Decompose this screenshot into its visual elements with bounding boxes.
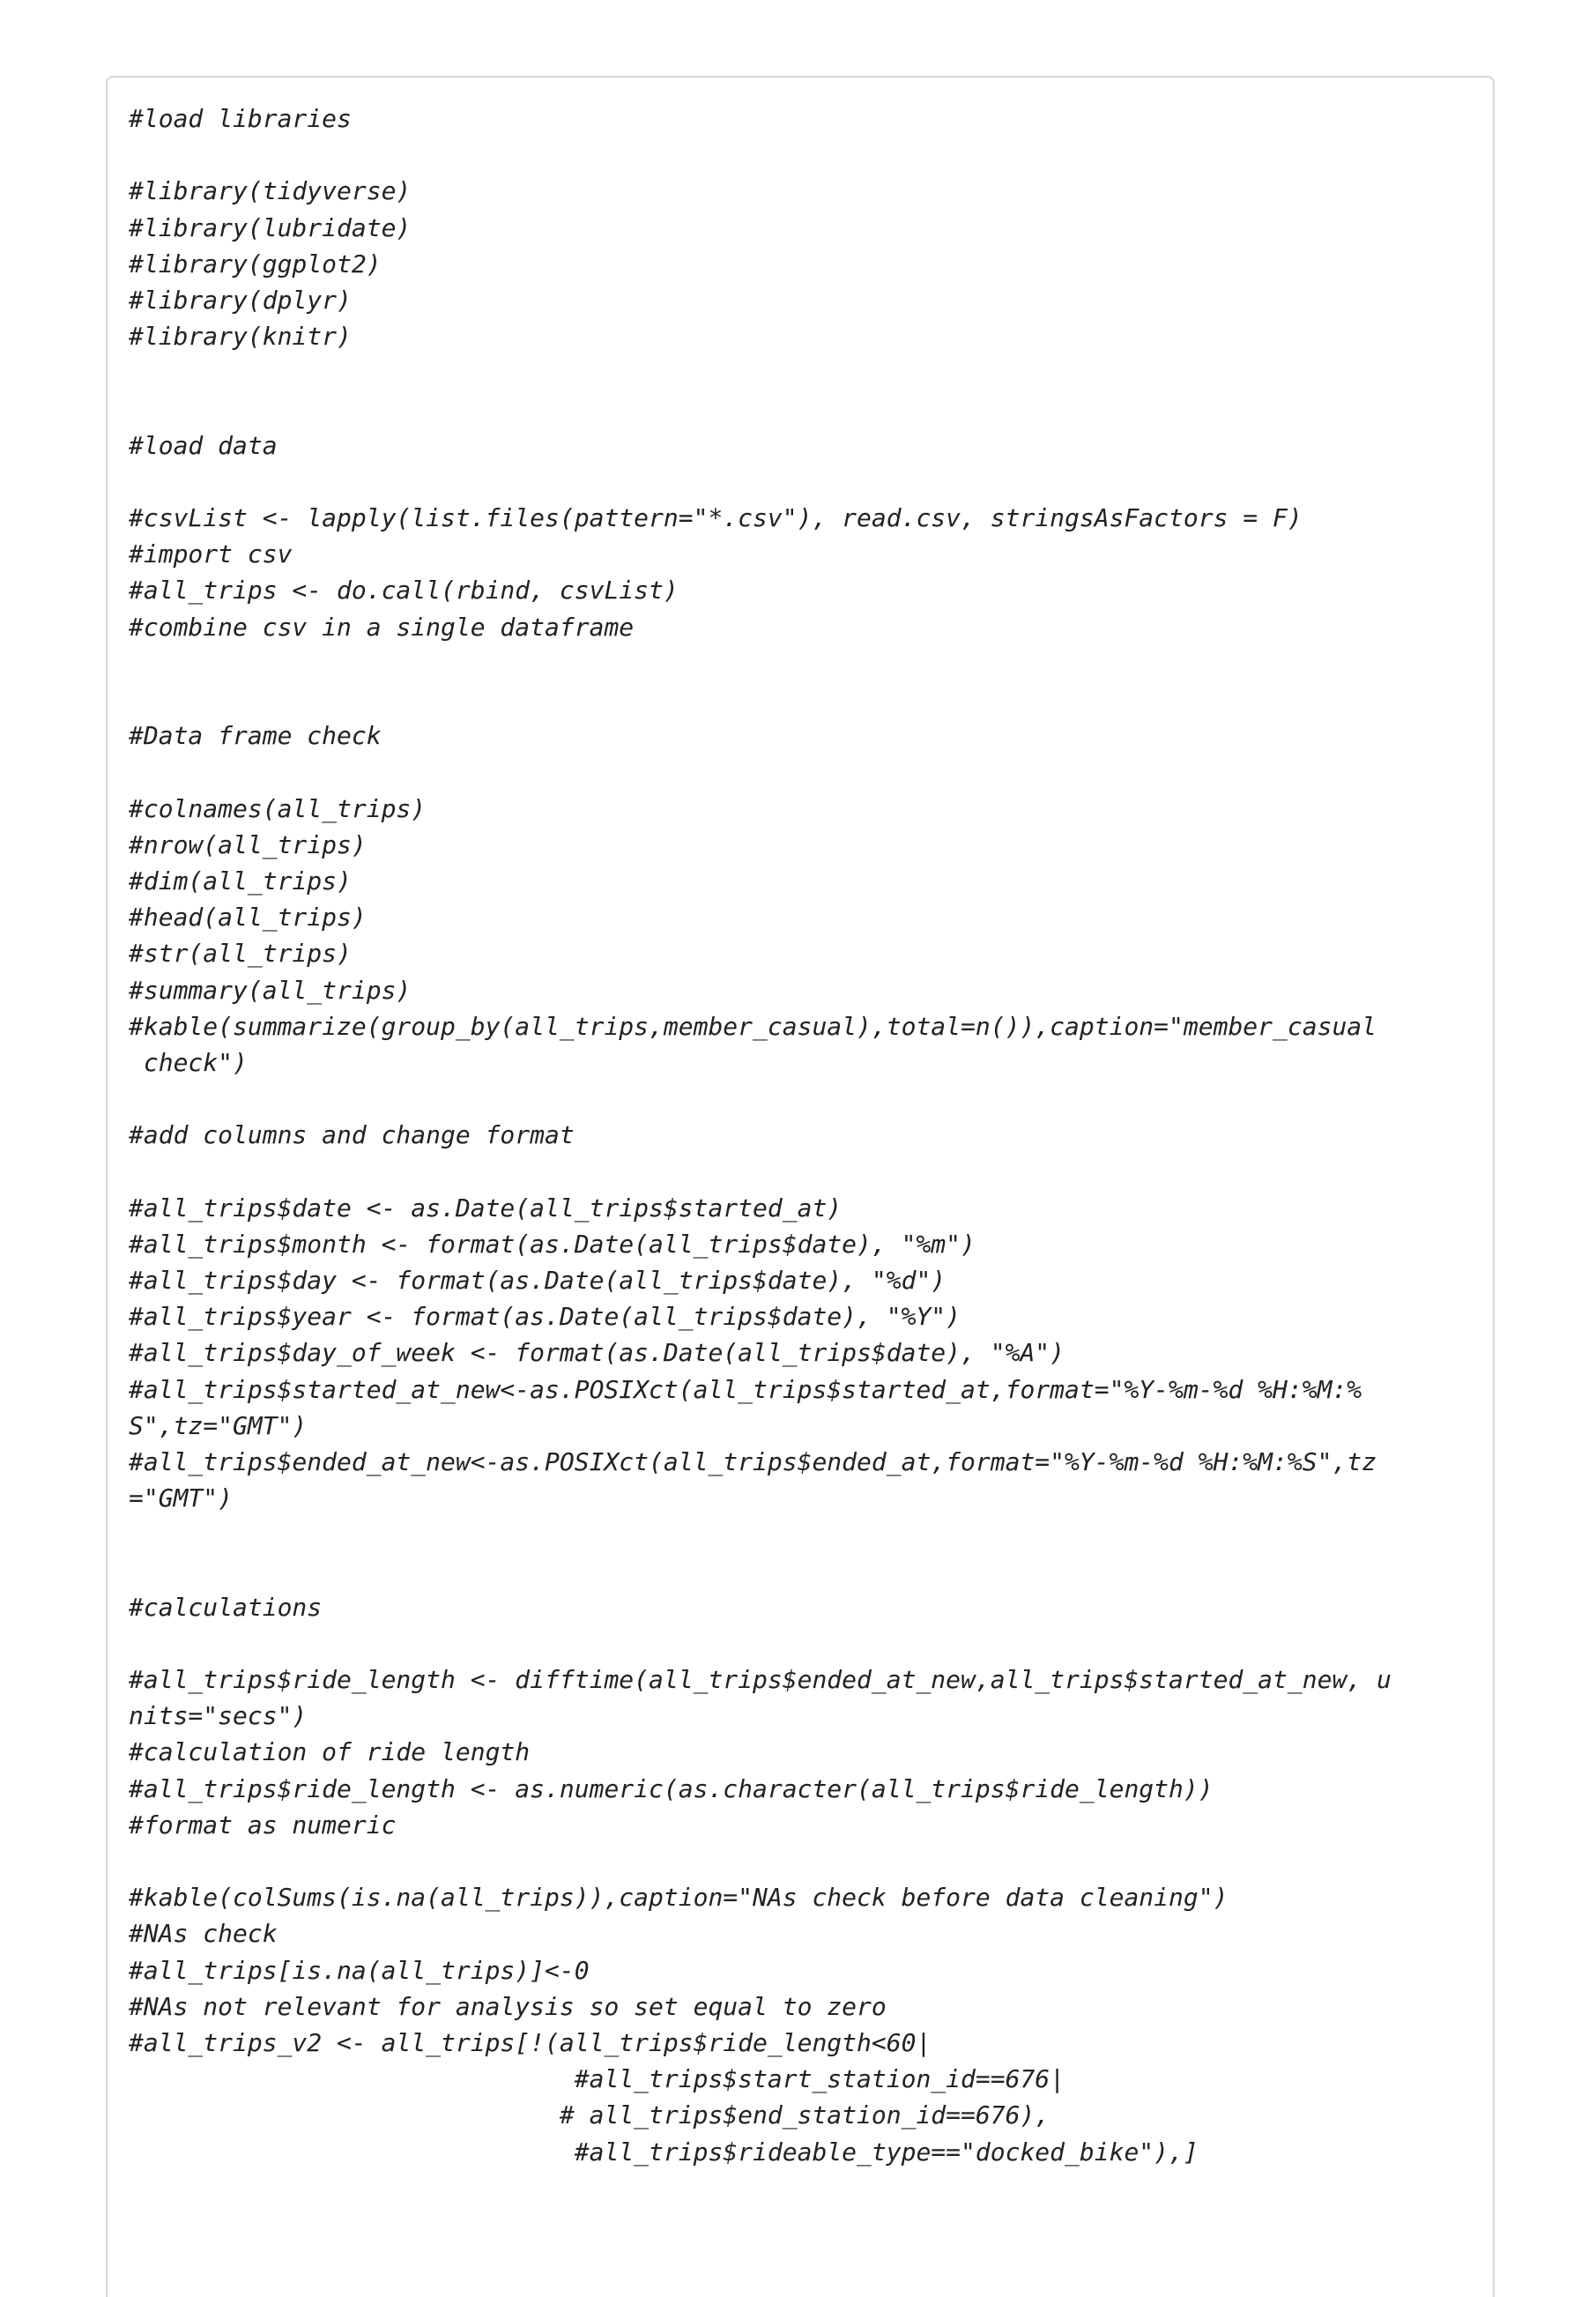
- code-line: [129, 754, 1493, 790]
- code-line: #import csv: [129, 539, 293, 569]
- code-line: #head(all_trips): [129, 903, 367, 933]
- code-line: #library(dplyr): [129, 285, 352, 315]
- code-line: #colnames(all_trips): [129, 793, 427, 823]
- code-line: #kable(colSums(is.na(all_trips)),caption="NAs check before data cleaning"): [129, 1883, 1229, 1913]
- code-line: [129, 1081, 1493, 1117]
- code-line: #all_trips$ended_at_new<-as.POSIXct(all_trips$ended_at,format="%Y-%m-%d %H:%M:%S",tz: [129, 1446, 1377, 1476]
- code-line: ="GMT"): [129, 1483, 234, 1513]
- code-line: #calculation of ride length: [129, 1737, 531, 1767]
- code-line: #csvList <- lapply(list.files(pattern="*.csv"), read.csv, stringsAsFactors = F): [129, 503, 1303, 533]
- code-line: #library(ggplot2): [129, 249, 382, 279]
- code-line: #all_trips$date <- as.Date(all_trips$started_at): [129, 1193, 843, 1223]
- code-line: #format as numeric: [129, 1810, 397, 1840]
- code-line: #dim(all_trips): [129, 866, 352, 896]
- code-line: [129, 391, 1493, 427]
- code-line: #all_trips_v2 <- all_trips[!(all_trips$ride_length<60|: [129, 2027, 932, 2057]
- code-line: #library(tidyverse): [129, 176, 412, 206]
- code-line: #nrow(all_trips): [129, 829, 367, 859]
- code-line: #all_trips$rideable_type=="docked_bike"),]: [129, 2137, 1199, 2167]
- code-line: #Data frame check: [129, 721, 382, 751]
- code-line: [129, 1553, 1493, 1589]
- code-line: #NAs check: [129, 1919, 278, 1949]
- code-line: # all_trips$end_station_id==676),: [129, 2100, 1050, 2130]
- code-line: [129, 137, 1493, 173]
- code-line: S",tz="GMT"): [129, 1410, 308, 1440]
- code-line: #str(all_trips): [129, 939, 352, 969]
- code-line: #add columns and change format: [129, 1120, 575, 1150]
- code-line: #all_trips$month <- format(as.Date(all_trips$date), "%m"): [129, 1229, 976, 1259]
- code-line: #all_trips$start_station_id==676|: [129, 2064, 1065, 2094]
- code-line: #all_trips$year <- format(as.Date(all_trips$date), "%Y"): [129, 1302, 961, 1332]
- code-line: #all_trips$day_of_week <- format(as.Date(all_trips$date), "%A"): [129, 1338, 1065, 1368]
- code-line: [129, 1625, 1493, 1661]
- code-line: [129, 681, 1493, 717]
- code-line: #NAs not relevant for analysis so set equal to zero: [129, 1991, 887, 2021]
- code-line: #all_trips <- do.call(rbind, csvList): [129, 576, 679, 606]
- code-line: [129, 1843, 1493, 1879]
- code-line: [129, 464, 1493, 500]
- code-line: #library(lubridate): [129, 212, 412, 242]
- code-line: #all_trips[is.na(all_trips)]<-0: [129, 1955, 590, 1985]
- code-line: #all_trips$day <- format(as.Date(all_trips$date), "%d"): [129, 1266, 946, 1295]
- code-line: #load libraries: [129, 104, 352, 133]
- code-block: [106, 76, 1495, 2297]
- code-line: nits="secs"): [129, 1701, 308, 1731]
- code-line: [129, 1153, 1493, 1189]
- code-line: #all_trips$ride_length <- difftime(all_trips$ended_at_new,all_trips$started_at_new, u: [129, 1665, 1392, 1695]
- code-line: #load data: [129, 430, 278, 460]
- code-line: #calculations: [129, 1592, 323, 1622]
- code-line: #all_trips$started_at_new<-as.POSIXct(all_trips$started_at,format="%Y-%m-%d %H:%M:%: [129, 1374, 1362, 1404]
- code-line: #combine csv in a single dataframe: [129, 612, 635, 642]
- code-line: [129, 645, 1493, 681]
- code-line: [129, 354, 1493, 390]
- code-line: #summary(all_trips): [129, 975, 412, 1005]
- code-lines: [129, 100, 1493, 2170]
- code-line: [129, 1516, 1493, 1552]
- code-line: #kable(summarize(group_by(all_trips,member_casual),total=n()),caption="member_casual: [129, 1011, 1377, 1041]
- code-line: #all_trips$ride_length <- as.numeric(as.character(all_trips$ride_length)): [129, 1773, 1214, 1803]
- code-line: #library(knitr): [129, 322, 352, 352]
- code-line: check"): [129, 1047, 248, 1077]
